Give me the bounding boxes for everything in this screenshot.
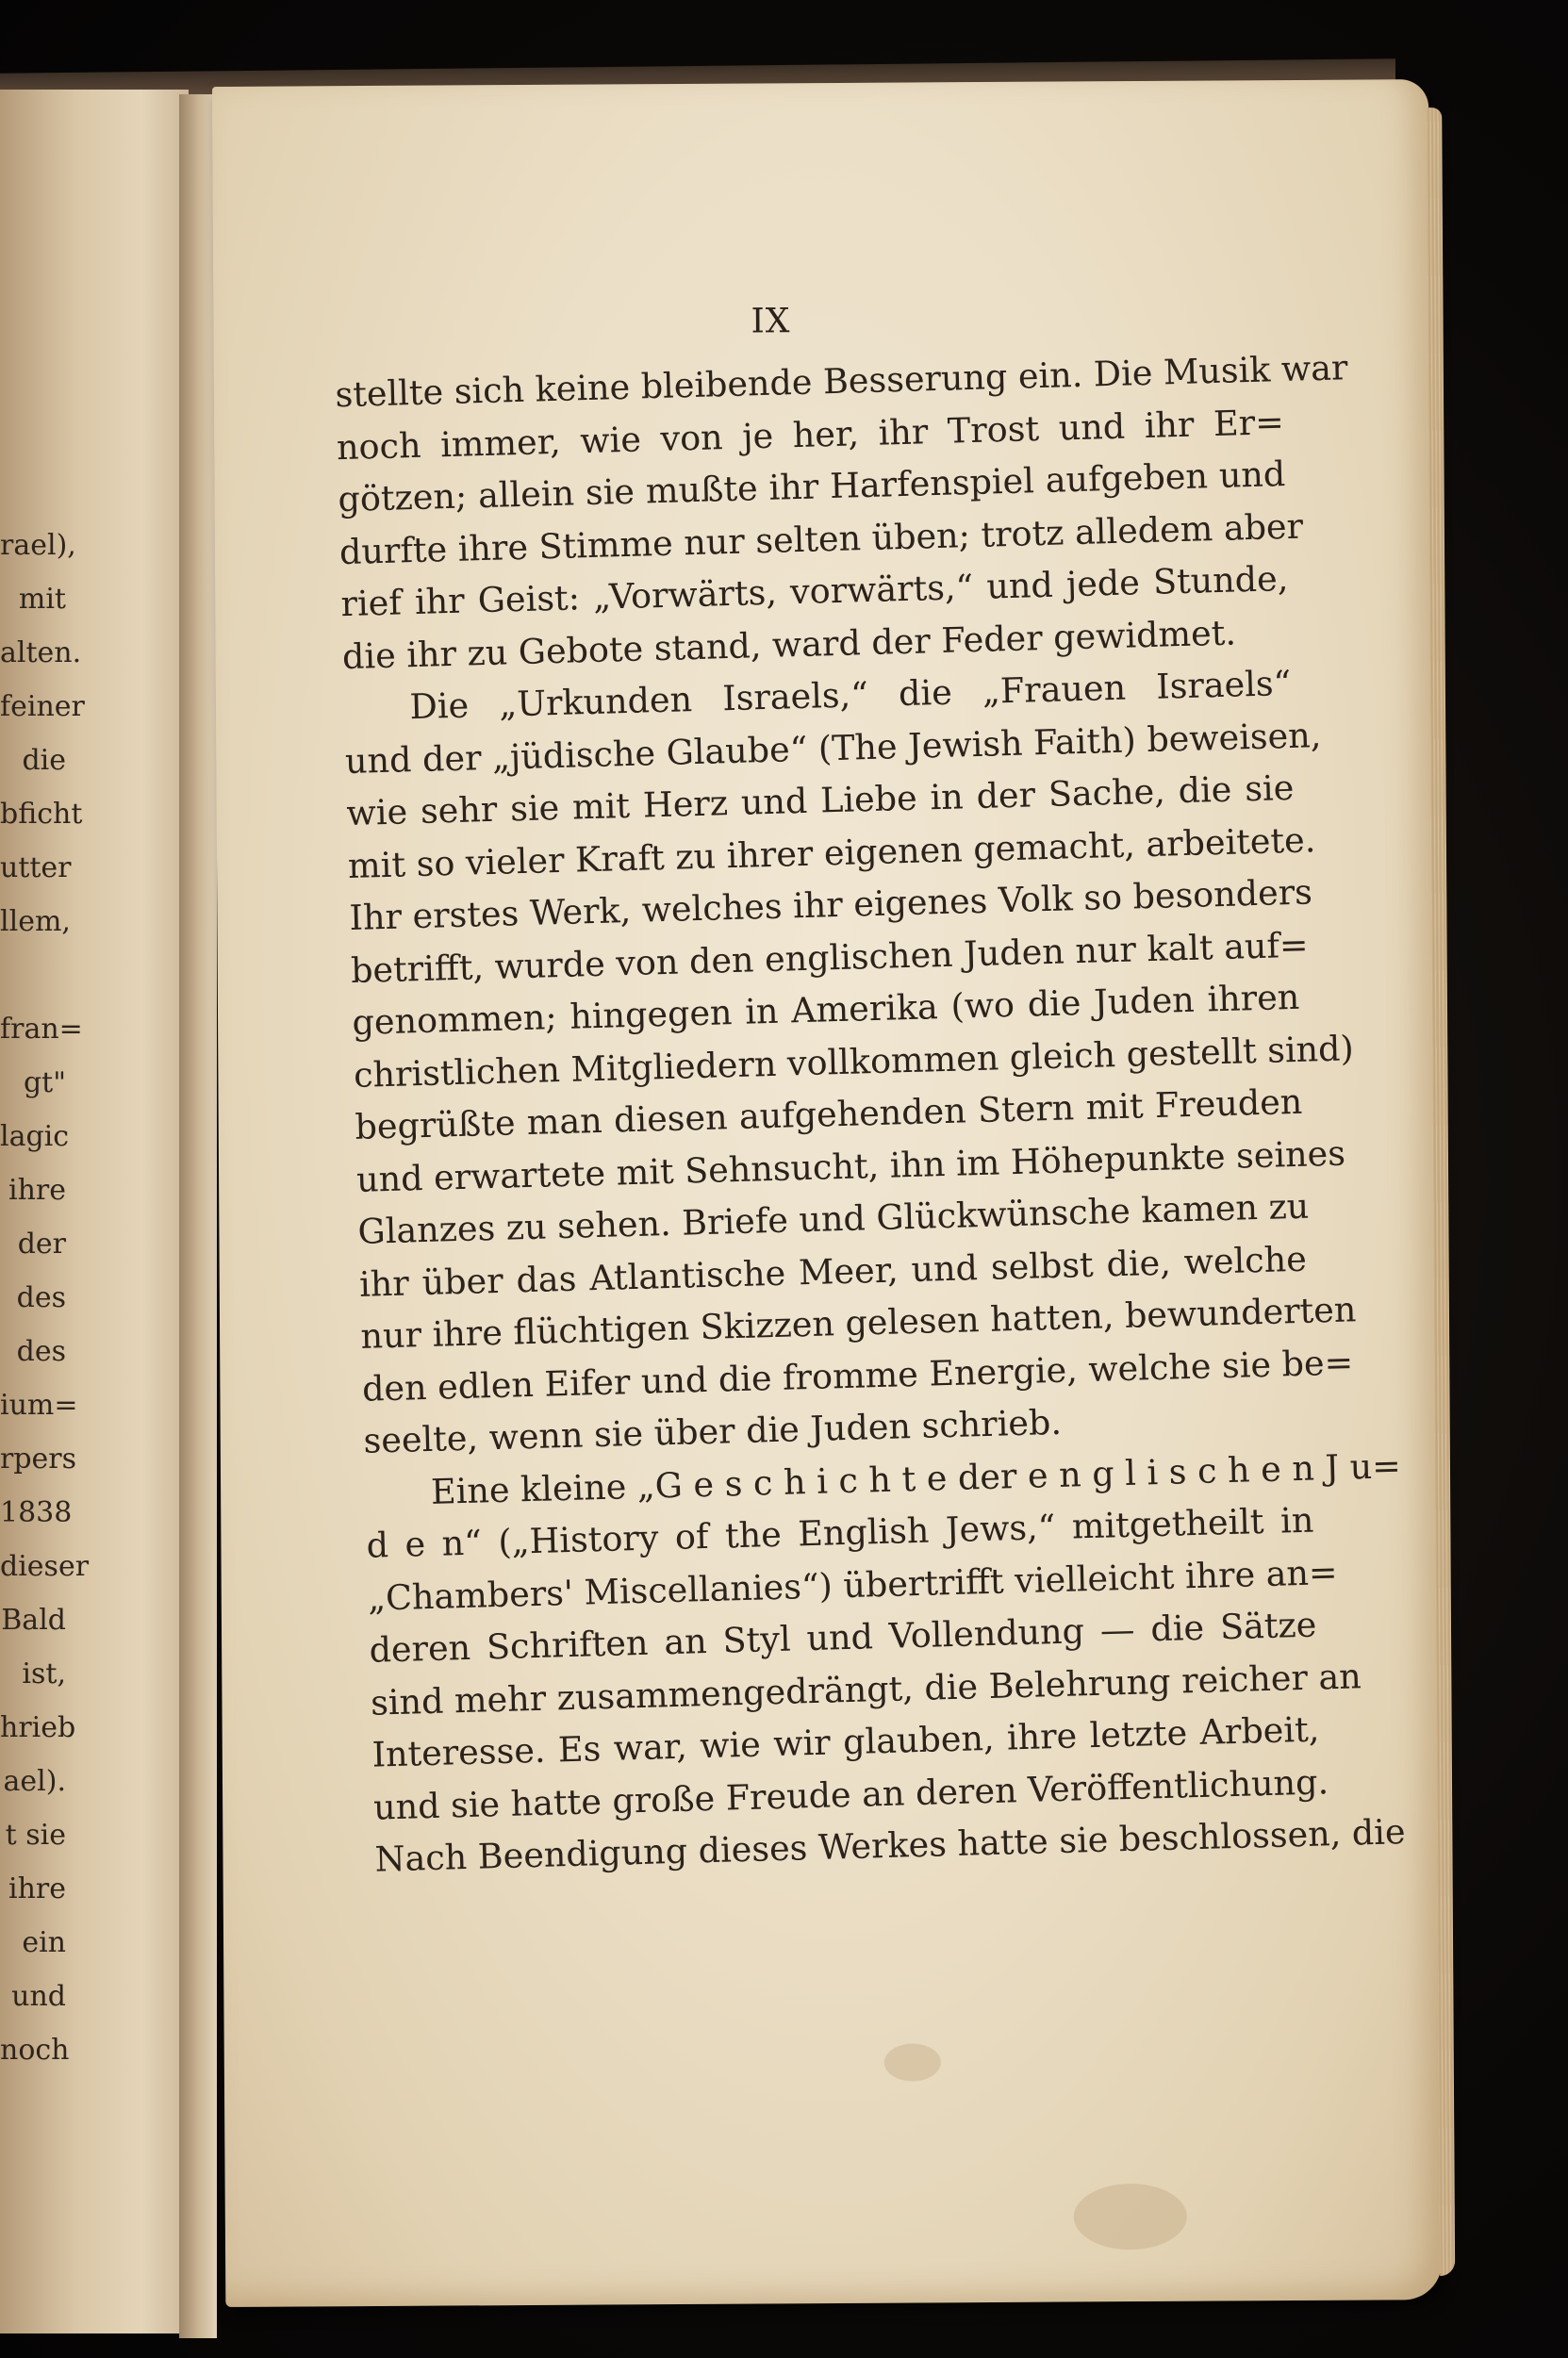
text-line: und erwartete mit Sehnsucht, ihn im Höhepunkte seines xyxy=(355,1132,1346,1200)
left-fragment: ihre xyxy=(8,1174,66,1207)
book-gutter xyxy=(179,94,217,2338)
left-fragment: t sie xyxy=(5,1819,66,1852)
text-line: Eine kleine „G e s c h i c h t e der e n g l i s c h e n J u= xyxy=(430,1444,1402,1512)
body-text xyxy=(334,343,1407,1886)
text-line: christlichen Mitgliedern vollkommen gleich gestellt sind) xyxy=(353,1027,1355,1096)
left-page-text-fragments xyxy=(0,519,90,2077)
text-line: ihr über das Atlantische Meer, und selbst die, welche xyxy=(358,1238,1308,1305)
left-fragment: mit xyxy=(18,583,66,616)
left-fragment: utter xyxy=(0,851,72,884)
left-fragment: und xyxy=(11,1980,66,2013)
text-line: und der „jüdische Glaube“ (The Jewish Faith) beweisen, xyxy=(344,714,1322,782)
text-line: rief ihr Geist: „Vorwärts, vorwärts,“ und jede Stunde, xyxy=(339,557,1289,625)
text-line: den edlen Eifer und die fromme Energie, welche sie be= xyxy=(361,1341,1354,1410)
text-line: götzen; allein sie mußte ihr Harfenspiel aufgeben und xyxy=(337,453,1286,520)
left-fragment: dieser xyxy=(0,1550,90,1583)
text-line: durfte ihre Stimme nur selten üben; trotz alledem aber xyxy=(338,504,1304,572)
left-fragment: feiner xyxy=(0,690,85,723)
left-fragment: hrieb xyxy=(0,1711,76,1744)
left-fragment: gt" xyxy=(23,1066,66,1099)
text-line: Interesse. Es war, wie wir glauben, ihre letzte Arbeit, xyxy=(371,1708,1320,1775)
left-fragment: die xyxy=(22,744,66,777)
left-fragment: noch xyxy=(0,2034,70,2067)
left-fragment: Bald xyxy=(1,1604,66,1637)
text-line: d e n“ („History of the English Jews,“ mitgetheilt in xyxy=(366,1499,1314,1566)
text-line: deren Schriften an Styl und Vollendung — die Sätze xyxy=(369,1604,1317,1671)
left-fragment: der xyxy=(17,1228,66,1261)
text-line: stellte sich keine bleibende Besserung ein. Die Musik war xyxy=(334,347,1348,416)
left-fragment: alten. xyxy=(0,636,82,669)
left-page xyxy=(0,90,189,2333)
left-fragment: des xyxy=(16,1335,66,1368)
text-line: seelte, wenn sie über die Juden schrieb. xyxy=(363,1401,1063,1461)
left-fragment: 1838 xyxy=(0,1496,73,1529)
left-fragment: bficht xyxy=(0,798,83,831)
left-fragment: lagic xyxy=(0,1120,70,1153)
paper-stain xyxy=(884,2043,941,2081)
text-line: betrifft, wurde von den englischen Juden nur kalt auf= xyxy=(350,924,1310,991)
page-number: IX xyxy=(751,302,791,341)
text-line: wie sehr sie mit Herz und Liebe in der Sache, die sie xyxy=(346,767,1295,834)
left-fragment: ist, xyxy=(22,1657,66,1690)
left-fragment: rael), xyxy=(0,529,76,562)
text-line: sind mehr zusammengedrängt, die Belehrung reicher an xyxy=(370,1655,1362,1723)
text-line: Nach Beendigung dieses Werkes hatte sie beschlossen, die xyxy=(374,1811,1407,1880)
text-line: genommen; hingegen in Amerika (wo die Juden ihren xyxy=(352,976,1300,1043)
text-line: mit so vieler Kraft zu ihrer eigenen gemacht, arbeitete. xyxy=(347,818,1316,886)
left-fragment: llem, xyxy=(0,905,71,938)
text-line: Ihr erstes Werk, welches ihr eigenes Volk so besonders xyxy=(349,871,1313,938)
text-line: begrüßte man diesen aufgehenden Stern mit Freuden xyxy=(355,1080,1303,1147)
text-line: nur ihre flüchtigen Skizzen gelesen hatten, bewunderten xyxy=(360,1289,1357,1357)
left-fragment xyxy=(0,948,66,1002)
left-fragment: ael). xyxy=(3,1765,66,1798)
left-fragment: des xyxy=(16,1281,66,1314)
text-line: und sie hatte große Freude an deren Veröffentlichung. xyxy=(372,1760,1329,1828)
right-page xyxy=(212,79,1442,2307)
paper-stain xyxy=(1074,2184,1187,2251)
text-line: die ihr zu Gebote stand, ward der Feder gewidmet. xyxy=(341,611,1237,677)
left-fragment: fran= xyxy=(0,1013,83,1046)
left-fragment: rpers xyxy=(0,1443,77,1476)
page-edges xyxy=(1427,107,1455,2276)
text-line: Die „Urkunden Israels,“ die „Frauen Israels“ xyxy=(408,662,1292,728)
left-fragment: ihre xyxy=(8,1872,66,1905)
text-line: noch immer, wie von je her, ihr Trost und ihr Er= xyxy=(336,401,1285,468)
left-fragment: ein xyxy=(22,1926,66,1959)
text-line: Glanzes zu sehen. Briefe und Glückwünsche kamen zu xyxy=(357,1185,1310,1252)
left-fragment: ium= xyxy=(0,1389,78,1422)
text-line: „Chambers' Miscellanies“) übertrifft vielleicht ihre an= xyxy=(367,1551,1339,1619)
